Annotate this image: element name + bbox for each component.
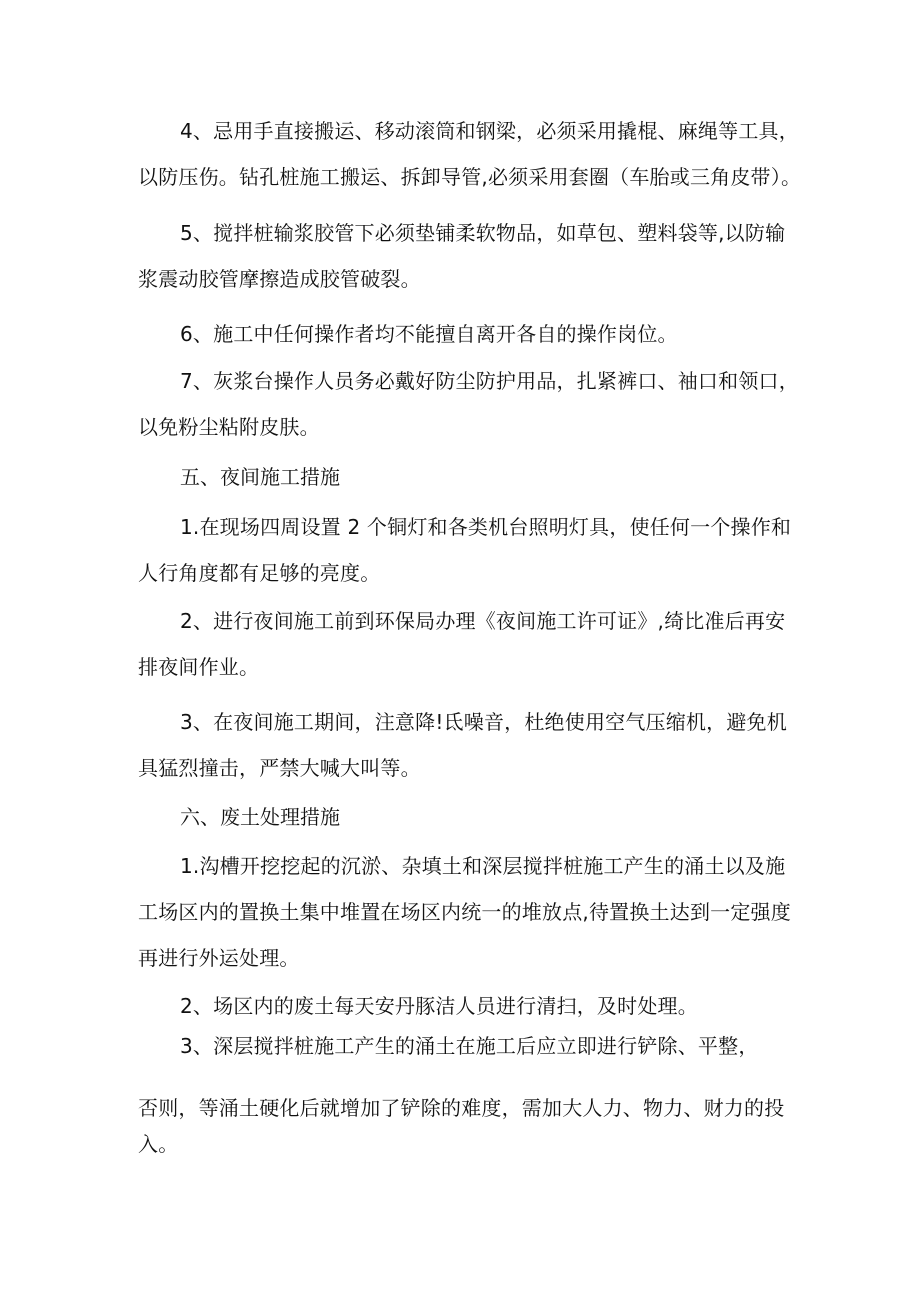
paragraph-line: 2、场区内的废土每天安丹豚洁人员进行清扫，及时处理。	[180, 994, 698, 1018]
paragraph-line: 1.沟槽开挖挖起的沉淤、杂填土和深层搅拌桩施工产生的涌土以及施	[180, 854, 786, 878]
paragraph-line: 6、施工中任何操作者均不能擅自离开各自的操作岗位。	[180, 322, 678, 346]
paragraph-5	[138, 210, 798, 302]
paragraph-line: 5、搅拌桩输浆胶管下必须垫铺柔软物品，如草包、塑料袋等,以防输	[180, 221, 786, 245]
paragraph-line: 人行角度都有足够的亮度。	[138, 561, 381, 585]
waste-paragraph-4	[138, 1085, 798, 1167]
paragraph-line: 否则，等涌土硬化后就增加了铲除的难度，需加大人力、物力、财力的投	[138, 1096, 785, 1120]
paragraph-line: 工场区内的置换土集中堆置在场区内统一的堆放点,待置换土达到一定强度	[138, 900, 791, 924]
paragraph-line: 浆震动胶管摩擦造成胶管破裂。	[138, 267, 421, 291]
paragraph-line: 4、忌用手直接搬运、移动滚筒和钢梁，必须采用撬棍、麻绳等工具，	[180, 119, 799, 143]
night-paragraph-2	[138, 598, 798, 690]
paragraph-line: 以防压伤。钻孔桩施工搬运、拆卸导管,必须采用套圈（车胎或三角皮带）。	[138, 165, 802, 189]
waste-paragraph-3	[138, 1023, 798, 1069]
paragraph-7	[138, 358, 798, 450]
paragraph-line: 2、进行夜间施工前到环保局办理《夜间施工许可证》,绮比准后再安	[180, 609, 786, 633]
section-heading-night-construction: 五、夜间施工措施	[180, 465, 340, 489]
paragraph-line: 1.在现场四周设置 2 个铜灯和各类机台照明灯具，使任何一个操作和	[180, 515, 792, 539]
paragraph-6	[138, 311, 798, 357]
section-heading-waste-soil: 六、废土处理措施	[180, 805, 340, 829]
waste-paragraph-1	[138, 843, 798, 981]
paragraph-line: 3、深层搅拌桩施工产生的涌土在施工后应立即进行铲除、平整，	[180, 1034, 759, 1058]
paragraph-line: 以免粉尘粘附皮肤。	[138, 415, 320, 439]
paragraph-line: 具猛烈撞击，严禁大喊大叫等。	[138, 756, 421, 780]
paragraph-line: 7、灰浆台操作人员务必戴好防尘防护用品，扎紧裤口、袖口和领口，	[180, 369, 799, 393]
paragraph-line: 再进行外运处理。	[138, 946, 300, 970]
paragraph-4	[138, 108, 802, 200]
night-paragraph-1	[138, 504, 798, 596]
paragraph-line: 排夜间作业。	[138, 655, 260, 679]
night-paragraph-3	[138, 699, 798, 791]
paragraph-line: 3、在夜间施工期间，注意降!氐噪音，杜绝使用空气压缩机，避免机	[180, 710, 787, 734]
paragraph-line: 入。	[138, 1132, 179, 1156]
